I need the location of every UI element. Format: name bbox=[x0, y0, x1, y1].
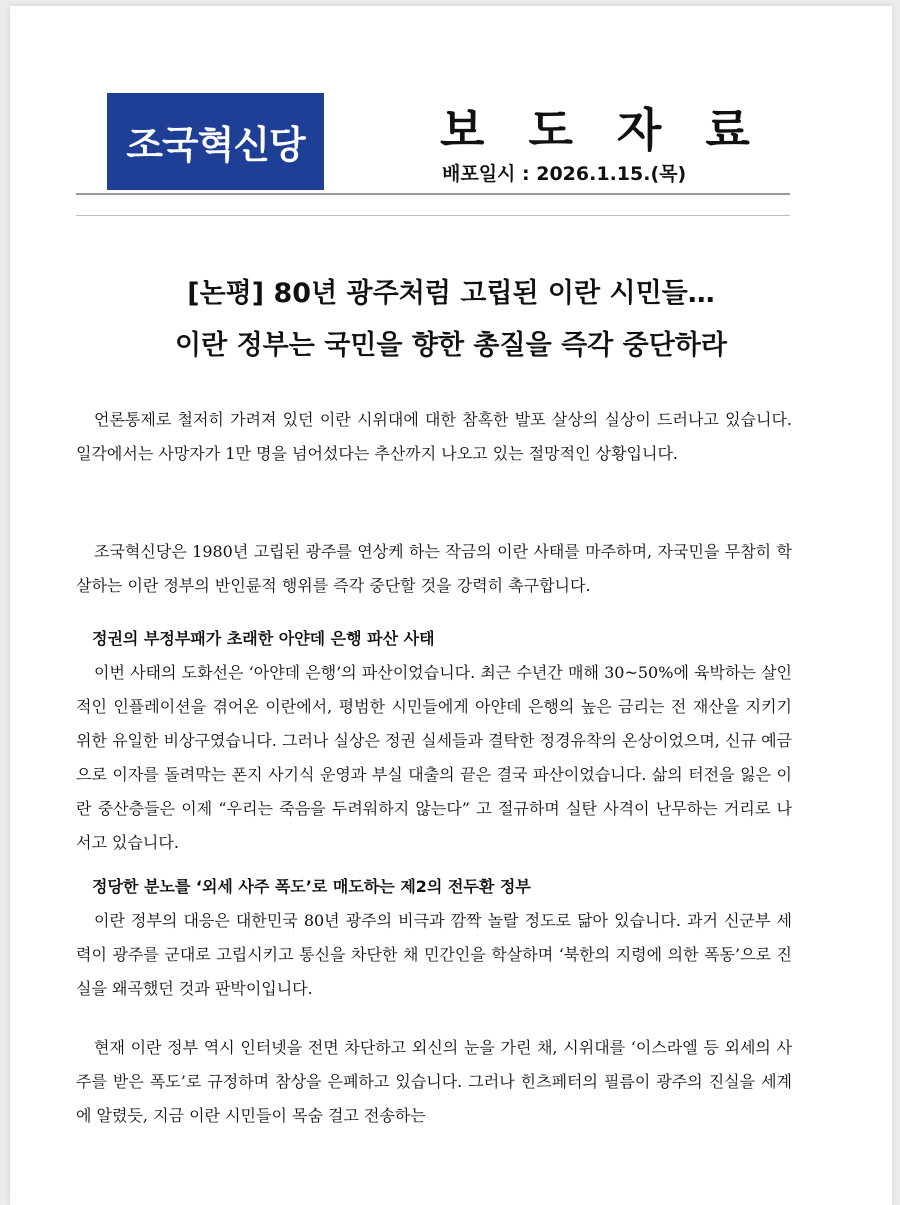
paragraph-4: 이란 정부의 대응은 대한민국 80년 광주의 비극과 깜짝 놀랄 정도로 닮아 있습니다. 과거 신군부 세력이 광주를 군대로 고립시키고 통신을 차단한 채 민간인을 학살하며 ‘북한의 지령에 의한 폭동’으로 진실을 왜곡했던 것과 판박이입니다. bbox=[76, 911, 792, 998]
section-2-title: 정당한 분노를 ‘외세 사주 폭도’로 매도하는 제2의 전두환 정부 bbox=[92, 877, 531, 896]
paragraph-1: 언론통제로 철저히 가려져 있던 이란 시위대에 대한 참혹한 발포 살상의 실상이 드러나고 있습니다. 일각에서는 사망자가 1만 명을 넘어섰다는 추산까지 나오고 있는 절망적인 상황입니다. bbox=[76, 410, 792, 463]
release-date: 배포일시 : 2026.1.15.(목) bbox=[442, 163, 687, 185]
paragraph-3: 이번 사태의 도화선은 ‘아얀데 은행’의 파산이었습니다. 최근 수년간 매해 30~50%에 육박하는 살인적인 인플레이션을 겪어온 이란에서, 평범한 시민들에게 아얀데 은행의 높은 금리는 전 재산을 지키기 위한 유일한 비상구였습니다. 그러나 실상은 정권 실세들과 결탁한 정경유착의 온상이었으며, 신규 예금으로 이자를 돌려막는 폰지 사기식 운영과 부실 대출의 끝은 결국 파산이었습니다. 삶의 터전을 잃은 이란 중산층들은 이제 “우리는 죽음을 두려워하지 않는다” 고 절규하며 실탄 사격이 난무하는 거리로 나서고 있습니다. bbox=[76, 663, 792, 852]
headline-line-1: [논평] 80년 광주처럼 고립된 이란 시민들… bbox=[187, 278, 715, 309]
header-divider bbox=[76, 193, 790, 195]
press-release-page bbox=[10, 6, 892, 1205]
header-divider-thin bbox=[76, 215, 790, 216]
paragraph-2: 조국혁신당은 1980년 고립된 광주를 연상케 하는 작금의 이란 사태를 마주하며, 자국민을 무참히 학살하는 이란 정부의 반인륜적 행위를 즉각 중단할 것을 강력히 촉구합니다. bbox=[76, 542, 792, 595]
headline-line-2: 이란 정부는 국민을 향한 총질을 즉각 중단하라 bbox=[175, 330, 727, 361]
logo-text: 조국혁신당 bbox=[126, 123, 305, 167]
section-1-title: 정권의 부정부패가 초래한 아얀데 은행 파산 사태 bbox=[92, 629, 435, 648]
party-logo bbox=[107, 93, 324, 190]
doc-type-title: 보 도 자 료 bbox=[440, 103, 764, 157]
paragraph-5: 현재 이란 정부 역시 인터넷을 전면 차단하고 외신의 눈을 가린 채, 시위대를 ‘이스라엘 등 외세의 사주를 받은 폭도’로 규정하며 참상을 은폐하고 있습니다. 그러나 힌츠페터의 필름이 광주의 진실을 세계에 알렸듯, 지금 이란 시민들이 목숨 걸고 전송하는 bbox=[76, 1038, 792, 1125]
